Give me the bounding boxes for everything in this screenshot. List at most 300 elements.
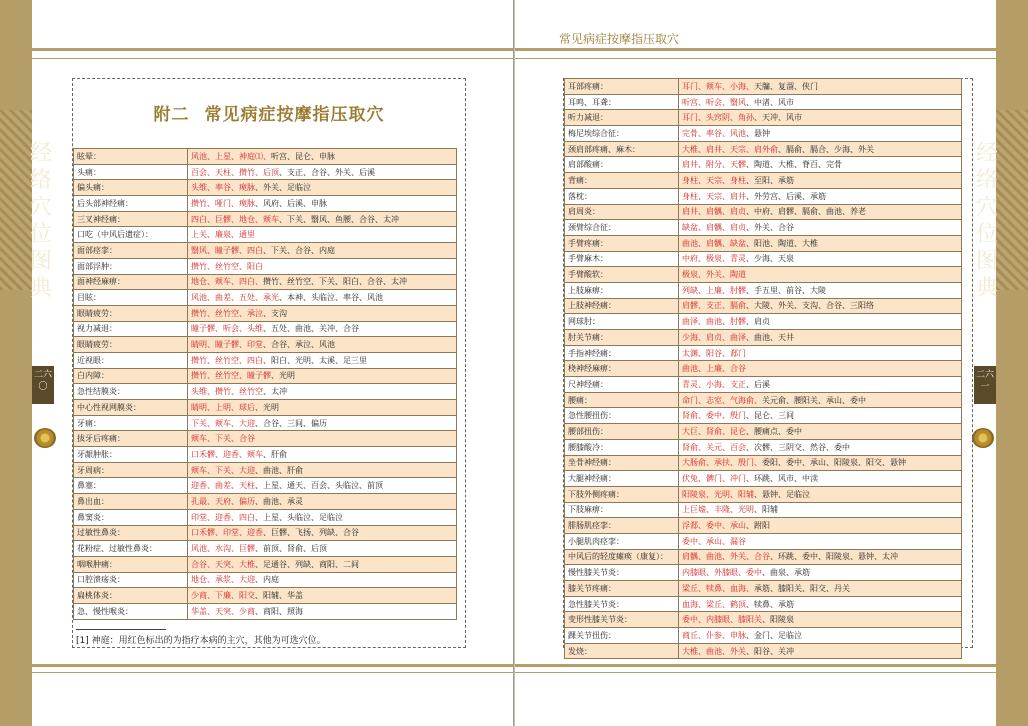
left-decorative-band	[0, 0, 32, 726]
optional-acupoints: 、阳池、陶道、大椎	[746, 238, 818, 248]
acupoints-cell	[188, 400, 457, 416]
main-acupoints: 攒竹、哑门、瘈脉	[191, 198, 255, 208]
acupoints-cell	[188, 431, 457, 447]
disease-cell: 偏头痛：	[74, 180, 188, 196]
acupoints-cell	[679, 486, 962, 502]
table-row	[565, 345, 962, 361]
acupoints-cell	[679, 596, 962, 612]
optional-acupoints: 、犊鼻、承筋	[746, 599, 794, 609]
table-row	[565, 188, 962, 204]
optional-acupoints: 、合谷、承泣、风池	[263, 340, 335, 350]
disease-cell: 听力减退：	[565, 110, 679, 126]
disease-cell: 头痛：	[74, 164, 188, 180]
disease-cell: 目眩：	[74, 290, 188, 306]
table-row	[565, 330, 962, 346]
acupoints-cell	[679, 392, 962, 408]
acupoints-cell	[679, 298, 962, 314]
main-acupoints: 迎香、曲差、天柱	[191, 481, 255, 491]
disease-cell: 腰部扭伤：	[565, 424, 679, 440]
disease-cell: 眩晕：	[74, 149, 188, 165]
table-row	[74, 431, 457, 447]
left-page-number: 二六〇	[32, 366, 54, 404]
acupoints-cell	[679, 581, 962, 597]
optional-acupoints: 、曲池、承灵	[255, 496, 303, 506]
main-acupoints: 大椎、肩井、天宗、肩外俞	[682, 144, 778, 154]
optional-acupoints: 、上星、通天、百会、头临泣、前顶	[255, 481, 383, 491]
main-acupoints: 极泉、外关、陶道	[682, 270, 746, 280]
vtitle-char: 位	[975, 222, 998, 247]
optional-acupoints: 、手五里、前谷、大陵	[746, 285, 826, 295]
vtitle-char: 图	[29, 249, 52, 274]
disease-cell: 手臂疼痛：	[565, 235, 679, 251]
disease-cell: 鼻出血：	[74, 494, 188, 510]
table-row	[74, 588, 457, 604]
optional-acupoints: 、足通谷、列缺、商阳、二间	[255, 559, 359, 569]
optional-acupoints: 、巨髎、飞扬、列缺、合谷	[263, 528, 359, 538]
bottom-rule	[515, 664, 997, 667]
disease-cell: 坐骨神经痛：	[565, 455, 679, 471]
flower-ornament-icon	[34, 428, 56, 448]
optional-acupoints: 、阳辅	[754, 505, 778, 515]
disease-cell: 上肢神经痛：	[565, 298, 679, 314]
table-row	[565, 628, 962, 644]
acupoints-cell	[188, 164, 457, 180]
acupoints-cell	[679, 345, 962, 361]
disease-cell: 梅尼埃综合征：	[565, 126, 679, 142]
running-header: 常见病症按摩指压取穴	[559, 32, 680, 46]
optional-acupoints: 、风府、后溪、申脉	[255, 198, 327, 208]
main-acupoints: 曲池、肩髃、缺盆	[682, 238, 746, 248]
main-acupoints: 大肠俞、承扶、殷门、	[682, 458, 762, 468]
acupoints-cell	[679, 282, 962, 298]
main-acupoints: 太渊、阳谷、郄门	[682, 348, 746, 358]
table-row	[74, 196, 457, 212]
optional-acupoints: 、中渚、风市	[746, 97, 794, 107]
disease-cell: 中风后的轻度瘫痪（康复）：	[565, 549, 679, 565]
main-acupoints: 肩井、附分、天髎	[682, 160, 746, 170]
main-acupoints: 瞳子髎、听会、头维	[191, 324, 263, 334]
table-row	[565, 502, 962, 518]
main-acupoints: 肩井、肩髃、肩贞	[682, 207, 746, 217]
acupoints-cell	[679, 157, 962, 173]
optional-acupoints: 、前顶、肾俞、后顶	[255, 544, 327, 554]
acupoints-cell	[679, 455, 962, 471]
table-row	[565, 251, 962, 267]
disease-cell: 咽喉肿痛：	[74, 556, 188, 572]
optional-acupoints: 、悬钟	[746, 128, 770, 138]
acupoints-cell	[679, 549, 962, 565]
table-row	[565, 581, 962, 597]
disease-cell: 耳鸣、耳聋：	[565, 94, 679, 110]
main-acupoints: 少海、肩贞、曲泽	[682, 332, 746, 342]
optional-acupoints: 、外劳宫、后溪、承筋	[746, 191, 826, 201]
optional-acupoints: 、陶道、大椎、脊百、完骨	[746, 160, 842, 170]
acupoints-cell	[188, 384, 457, 400]
table-row	[565, 314, 962, 330]
disease-cell: 肘关节痛：	[565, 330, 679, 346]
main-acupoints: 商丘、仆参、申脉	[682, 630, 746, 640]
disease-cell: 发烧：	[565, 643, 679, 659]
optional-acupoints: 、昆仑、三间	[746, 411, 794, 421]
table-row	[565, 157, 962, 173]
acupoints-cell	[188, 211, 457, 227]
acupoints-cell	[188, 541, 457, 557]
main-acupoints: 列缺、上廉、肘髎	[682, 285, 746, 295]
disease-cell: 急性腰扭伤：	[565, 408, 679, 424]
acupoints-cell	[188, 588, 457, 604]
table-row	[565, 643, 962, 659]
table-row	[74, 556, 457, 572]
main-acupoints: 伏兔、髀门、冲门	[682, 474, 746, 484]
disease-cell: 手指神经痛：	[565, 345, 679, 361]
acupoints-cell	[679, 612, 962, 628]
main-acupoints: 头维、攒竹、丝竹空	[191, 387, 263, 397]
table-row	[74, 447, 457, 463]
vtitle-char: 图	[975, 249, 998, 274]
table-row	[74, 415, 457, 431]
optional-acupoints: 、太冲	[263, 387, 287, 397]
vtitle-char: 络	[975, 168, 998, 193]
optional-acupoints: 、支正、合谷、外关、后溪	[279, 167, 375, 177]
top-rule	[0, 48, 514, 51]
main-acupoints: 大椎、曲池、外关	[682, 646, 746, 656]
table-row	[565, 267, 962, 283]
acupoints-cell	[679, 173, 962, 189]
table-row	[74, 274, 457, 290]
main-acupoints: 身柱、天宗、身柱	[682, 175, 746, 185]
table-row	[565, 126, 962, 142]
acupoints-cell	[679, 126, 962, 142]
optional-acupoints: 、外关、合谷	[746, 223, 794, 233]
main-acupoints: 颊车、下关、大迎	[191, 465, 255, 475]
optional-acupoints: 天牖、复溜、侠门	[754, 81, 818, 91]
optional-acupoints: 、后溪	[746, 379, 770, 389]
table-row	[74, 337, 457, 353]
disease-cell: 鼻塞：	[74, 478, 188, 494]
table-row	[565, 173, 962, 189]
disease-cell: 肩周炎：	[565, 204, 679, 220]
disease-cell: 颈肩部疼痛、麻木：	[565, 141, 679, 157]
main-acupoints: 肩髎、支正、膈俞	[682, 301, 746, 311]
table-row	[74, 321, 457, 337]
acupoints-cell	[188, 462, 457, 478]
table-row	[74, 164, 457, 180]
acupoints-cell	[188, 337, 457, 353]
optional-acupoints: 、支沟	[263, 308, 287, 318]
optional-acupoints: 、五处、曲池、关冲、合谷	[263, 324, 359, 334]
acupoints-cell	[679, 94, 962, 110]
table-row	[565, 408, 962, 424]
acupoints-cell	[679, 518, 962, 534]
acupoints-cell	[679, 141, 962, 157]
table-row	[74, 478, 457, 494]
acupoints-cell	[188, 352, 457, 368]
right-vertical-title	[972, 140, 1002, 302]
acupoints-cell	[679, 628, 962, 644]
main-acupoints: 颊车、下关、合谷	[191, 434, 255, 444]
acupoints-cell	[679, 502, 962, 518]
optional-acupoints: 、下关、翳风、鱼腰、合谷、太冲	[279, 214, 399, 224]
acupoints-cell	[679, 235, 962, 251]
main-acupoints: 缺盆、肩髃、肩贞	[682, 223, 746, 233]
table-row	[74, 227, 457, 243]
main-acupoints: 孔最、天府、偏历	[191, 496, 255, 506]
table-row	[565, 455, 962, 471]
disease-cell: 过敏性鼻炎：	[74, 525, 188, 541]
top-thin-rule	[32, 58, 514, 59]
table-row	[74, 352, 457, 368]
acupoints-cell	[188, 149, 457, 165]
bottom-thin-rule	[32, 672, 514, 673]
vtitle-char: 穴	[975, 195, 998, 220]
disease-cell: 落枕：	[565, 188, 679, 204]
optional-acupoints: 、阳白、光明、太溪、足三里	[263, 355, 367, 365]
disease-cell: 桡神经麻痹：	[565, 361, 679, 377]
right-page	[514, 0, 1028, 726]
disease-cell: 腰痛：	[565, 392, 679, 408]
table-row	[74, 525, 457, 541]
main-acupoints: 曲池、上廉、合谷	[682, 364, 746, 374]
main-acupoints: 华盖、天突、少商	[191, 606, 255, 616]
vtitle-char: 典	[29, 276, 52, 301]
acupoints-cell	[188, 290, 457, 306]
table-row	[74, 400, 457, 416]
table-row	[74, 243, 457, 259]
disease-cell: 尺神经痛：	[565, 377, 679, 393]
table-row	[74, 603, 457, 619]
optional-acupoints: 、曲池、天井	[746, 332, 794, 342]
acupoints-cell	[188, 321, 457, 337]
main-acupoints: 听宫、听会、翳风	[682, 97, 746, 107]
table-row	[565, 424, 962, 440]
acupoints-cell	[188, 478, 457, 494]
disease-cell: 拔牙后疼痛：	[74, 431, 188, 447]
acupoints-cell	[188, 243, 457, 259]
main-acupoints: 委中、内膝眼、膝阳关	[682, 615, 762, 625]
disease-cell: 变形性膝关节炎：	[565, 612, 679, 628]
table-row	[74, 572, 457, 588]
acupoints-cell	[188, 258, 457, 274]
main-acupoints: 少商、下廉、阳交	[191, 591, 255, 601]
table-row	[565, 94, 962, 110]
acupoints-cell	[188, 415, 457, 431]
optional-acupoints: 、阳陵泉	[762, 615, 794, 625]
main-acupoints: 内膝眼、外膝眼、委中	[682, 568, 762, 578]
acupoints-cell	[188, 494, 457, 510]
main-acupoints: 耳门、头窍阴、角孙	[682, 113, 754, 123]
table-row	[74, 368, 457, 384]
main-acupoints: 肩髃、曲池、外关、合谷	[682, 552, 770, 562]
main-acupoints: 耳门、颊车、小海、	[682, 81, 754, 91]
disease-cell: 手臂麻木：	[565, 251, 679, 267]
table-row	[565, 220, 962, 236]
optional-acupoints: 承筋、膝阳关、阳交、丹关	[754, 583, 850, 593]
right-decorative-band	[996, 0, 1028, 726]
acupoints-cell	[679, 188, 962, 204]
table-row	[565, 518, 962, 534]
left-vertical-title	[26, 140, 56, 302]
optional-acupoints: 、内庭	[255, 575, 279, 585]
acupoints-cell	[679, 204, 962, 220]
optional-acupoints: 、商阳、照海	[255, 606, 303, 616]
table-row	[565, 565, 962, 581]
main-acupoints: 肾俞、关元、百会	[682, 442, 746, 452]
main-acupoints: 翳风、瞳子髎、四白	[191, 245, 263, 255]
acupoints-cell	[188, 509, 457, 525]
main-acupoints: 肾俞、委中、殷门	[682, 411, 746, 421]
disease-cell: 口腔溃疡炎：	[74, 572, 188, 588]
top-thin-rule	[515, 58, 997, 59]
disease-cell: 急性膝关节炎：	[565, 596, 679, 612]
main-acupoints: 睛明、上明、球后	[191, 402, 255, 412]
table-row	[565, 361, 962, 377]
optional-acupoints: 、合谷、三间、偏历	[255, 418, 327, 428]
main-acupoints: 身柱、天宗、肩井	[682, 191, 746, 201]
main-acupoints: 口禾髎、印堂、迎香	[191, 528, 263, 538]
main-acupoints: 攒竹、丝竹空、瞳子髎	[191, 371, 271, 381]
disease-cell: 三叉神经痛：	[74, 211, 188, 227]
table-row	[565, 141, 962, 157]
optional-acupoints: 、至阳、承筋	[746, 175, 794, 185]
acupoints-cell	[188, 227, 457, 243]
footnote-rule	[76, 629, 166, 630]
table-row	[74, 462, 457, 478]
acupoints-cell	[679, 408, 962, 424]
disease-cell: 近视眼：	[74, 352, 188, 368]
optional-acupoints: 、光明	[271, 371, 295, 381]
vtitle-char: 络	[29, 168, 52, 193]
optional-acupoints: 委阳、委中、承山、阳陵泉、阳交、悬钟	[762, 458, 906, 468]
main-acupoints: 大巨、肾俞、昆仑	[682, 426, 746, 436]
table-row	[74, 305, 457, 321]
disease-cell: 下肢麻痹：	[565, 502, 679, 518]
acupoints-cell	[188, 603, 457, 619]
main-acupoints: 风池、水沟、巨髎	[191, 544, 255, 554]
optional-acupoints: 、少海、天泉	[746, 254, 794, 264]
disease-cell: 耳部疼痛：	[565, 79, 679, 95]
page-title	[72, 100, 466, 125]
acupoints-cell	[188, 180, 457, 196]
main-acupoints: 攒竹、丝竹空、四白	[191, 355, 263, 365]
main-acupoints: 睛明、瞳子髎、印堂	[191, 340, 263, 350]
flower-ornament-icon	[972, 428, 994, 448]
table-row	[74, 384, 457, 400]
vtitle-char: 经	[29, 141, 52, 166]
acupoints-cell	[679, 361, 962, 377]
acupoints-cell	[188, 556, 457, 572]
disease-cell: 牙痛：	[74, 415, 188, 431]
disease-cell: 面部痉挛：	[74, 243, 188, 259]
disease-cell: 手臂酸软：	[565, 267, 679, 283]
disease-cell: 鼻窦炎：	[74, 509, 188, 525]
main-acupoints: 委中、承山、漏谷	[682, 536, 746, 546]
disease-cell: 腰膝酸冷：	[565, 439, 679, 455]
top-rule	[515, 48, 1028, 51]
main-acupoints: 曲泽、曲池、肘髎	[682, 317, 746, 327]
disease-cell: 白内障：	[74, 368, 188, 384]
table-row	[565, 79, 962, 95]
disease-cell: 膝关节疼痛：	[565, 581, 679, 597]
optional-acupoints: 、外关、足临泣	[255, 183, 311, 193]
main-acupoints: 浮郄、委中、承山	[682, 521, 746, 531]
acupoints-cell	[679, 314, 962, 330]
table-row	[74, 258, 457, 274]
optional-acupoints: 、下关、合谷、内庭	[263, 245, 335, 255]
bottom-thin-rule	[515, 672, 997, 673]
disease-cell: 眼睛疲劳：	[74, 305, 188, 321]
footnote: [1] 神庭：用红色标出的为指疗本病的主穴，其他为可选穴位。	[76, 636, 326, 646]
acupoints-cell	[679, 330, 962, 346]
optional-acupoints: 、大陵、外关、支沟、合谷、三阳络	[746, 301, 874, 311]
disease-cell: 网球肘：	[565, 314, 679, 330]
acupoints-cell	[188, 525, 457, 541]
vtitle-char: 经	[975, 141, 998, 166]
table-row	[74, 149, 457, 165]
acupoints-cell	[679, 533, 962, 549]
disease-cell: 慢性膝关节炎：	[565, 565, 679, 581]
acupoints-cell	[679, 110, 962, 126]
table-row	[565, 612, 962, 628]
acupoints-cell	[679, 439, 962, 455]
table-row	[74, 509, 457, 525]
disease-cell: 眼睛疲劳：	[74, 337, 188, 353]
main-acupoints: 攒竹、丝竹空、承泣	[191, 308, 263, 318]
optional-acupoints: 、跗阳	[746, 521, 770, 531]
left-acupoint-table	[73, 148, 457, 620]
table-row	[565, 596, 962, 612]
acupoints-cell	[188, 305, 457, 321]
main-acupoints: 口禾髎、迎香、颊车	[191, 449, 263, 459]
optional-acupoints: 、光明	[255, 402, 279, 412]
optional-acupoints: 、天冲、风市	[754, 113, 802, 123]
acupoints-cell	[188, 274, 457, 290]
main-acupoints: 印堂、迎香、四白	[191, 512, 255, 522]
table-row	[74, 211, 457, 227]
vtitle-char: 穴	[29, 195, 52, 220]
table-row	[74, 180, 457, 196]
main-acupoints: 上关、廉泉、通里	[191, 230, 255, 240]
acupoints-cell	[188, 196, 457, 212]
table-row	[74, 541, 457, 557]
main-acupoints: 攒竹、丝竹空、阳白	[191, 261, 263, 271]
disease-cell: 面神经麻痹：	[74, 274, 188, 290]
disease-cell: 小腿肌肉痉挛：	[565, 533, 679, 549]
right-page-number: 二六一	[974, 366, 996, 404]
table-row	[565, 471, 962, 487]
acupoints-cell	[188, 368, 457, 384]
disease-cell: 扁桃体炎：	[74, 588, 188, 604]
acupoints-cell	[679, 251, 962, 267]
disease-cell: 急、慢性喉炎：	[74, 603, 188, 619]
table-row	[565, 282, 962, 298]
table-row	[565, 486, 962, 502]
vtitle-char: 位	[29, 222, 52, 247]
disease-cell: 花粉症、过敏性鼻炎：	[74, 541, 188, 557]
disease-cell: 后头部神经痛：	[74, 196, 188, 212]
table-row	[565, 110, 962, 126]
main-acupoints: 上巨墟、丰隆、光明	[682, 505, 754, 515]
main-acupoints: 四白、巨髎、地仓、颊车	[191, 214, 279, 224]
disease-cell: 踝关节扭伤：	[565, 628, 679, 644]
disease-cell: 牙周病：	[74, 462, 188, 478]
optional-acupoints: 、肝俞	[263, 449, 287, 459]
disease-cell: 中心性视网膜炎：	[74, 400, 188, 416]
main-acupoints: 下关、颊车、大迎	[191, 418, 255, 428]
acupoints-cell	[679, 643, 962, 659]
optional-acupoints: 攒竹、丝竹空、下关、阳白、合谷、太冲	[263, 277, 407, 287]
optional-acupoints: 、上星、头临泣、足临泣	[255, 512, 343, 522]
acupoints-cell	[679, 471, 962, 487]
